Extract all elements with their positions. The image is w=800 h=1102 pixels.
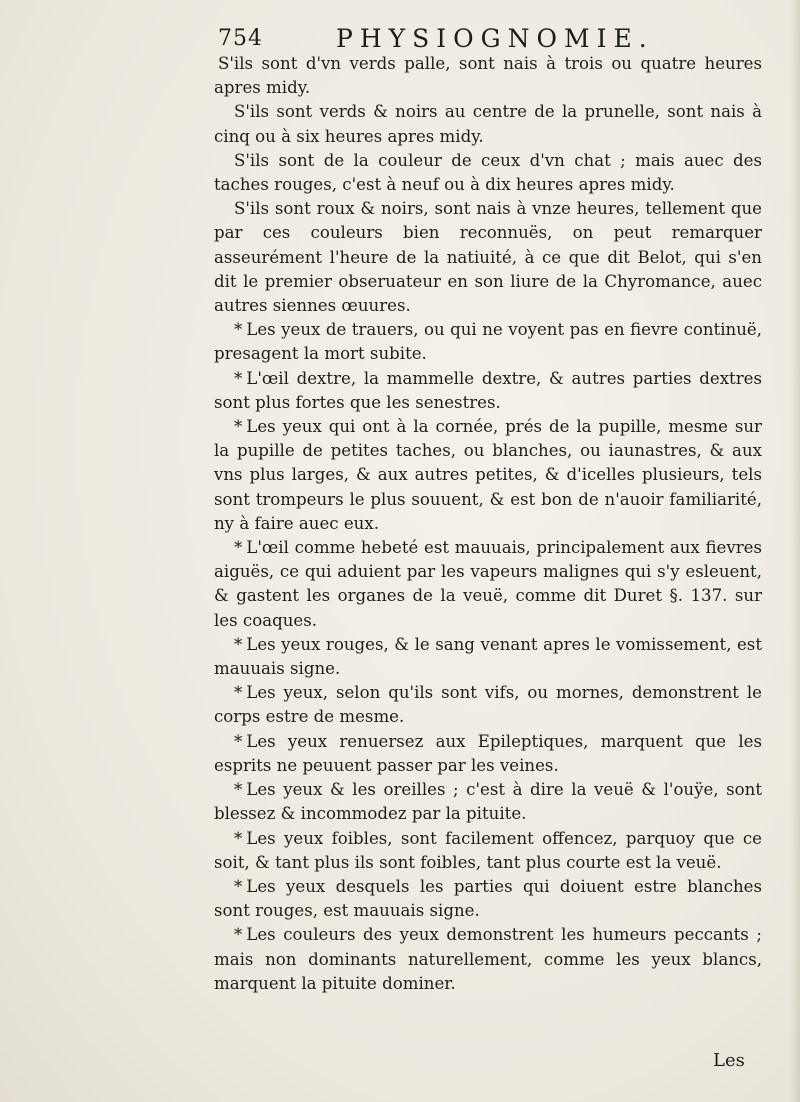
paragraph-marker: * xyxy=(234,876,243,896)
paragraph-text: L'œil comme hebeté est mauuais, principalement aux fievres aiguës, ce qui aduient par les vapeurs malignes qui s'y esleuent, & gastent les organes de la veuë, comme dit Duret §. 137. sur les coaques. xyxy=(214,538,762,630)
paragraph-marker: * xyxy=(234,538,243,558)
paragraph xyxy=(214,875,762,923)
paragraph xyxy=(214,633,762,681)
paragraph-marker: * xyxy=(234,683,243,703)
paragraph-marker: * xyxy=(234,731,243,751)
paragraph xyxy=(214,149,762,197)
body-text xyxy=(214,52,762,996)
paragraph xyxy=(214,827,762,875)
paragraph-marker: * xyxy=(234,780,243,800)
paragraph xyxy=(214,536,762,633)
paragraph-text: Les yeux rouges, & le sang venant apres le vomissement, est mauuais signe. xyxy=(214,634,762,679)
paragraph xyxy=(214,197,762,318)
paragraph xyxy=(214,367,762,415)
paragraph-marker: * xyxy=(234,320,243,340)
paragraph xyxy=(214,730,762,778)
catchword: Les xyxy=(713,1050,745,1071)
paragraph-text: S'ils sont roux & noirs, sont nais à vnze heures, tellement que par ces couleurs bien reconnuës, on peut remarquer asseurément l'heure de la natiuité, à ce que dit Belot, qui s'en dit le premier obseruateur en son liure de la Chyromance, auec autres siennes œuures. xyxy=(214,199,762,316)
paragraph-text: L'œil dextre, la mammelle dextre, & autres parties dextres sont plus fortes que les senestres. xyxy=(214,368,762,412)
paragraph-marker: * xyxy=(234,828,243,848)
page-number: 754 xyxy=(218,26,263,51)
paragraph xyxy=(214,52,762,100)
paragraph-text: Les yeux qui ont à la cornée, prés de la pupille, mesme sur la pupille de petites taches, ou blanches, ou iaunastres, & aux vns plus larges, & aux autres petites, & d'icelles plusieurs, tels sont trompeurs le plus souuent, & est bon de n'auoir familiarité, ny à faire auec eux. xyxy=(214,417,762,533)
paragraph-text: S'ils sont d'vn verds palle, sont nais à trois ou quatre heures apres midy. xyxy=(214,54,762,98)
paragraph xyxy=(214,100,762,148)
paragraph xyxy=(214,923,762,996)
paragraph-text: Les yeux foibles, sont facilement offencez, parquoy que ce soit, & tant plus ils sont foibles, tant plus courte est la veuë. xyxy=(214,828,762,872)
paragraph-marker: * xyxy=(234,634,243,654)
paragraph-marker: * xyxy=(234,925,243,945)
paragraph-marker: * xyxy=(234,417,243,437)
paragraph xyxy=(214,415,762,536)
paragraph-text: Les yeux desquels les parties qui doiuent estre blanches sont rouges, est mauuais signe. xyxy=(214,876,762,921)
paragraph-text: Les yeux de trauers, ou qui ne voyent pas en fievre continuë, presagent la mort subite. xyxy=(214,320,762,364)
paragraph-text: Les yeux renuersez aux Epileptiques, marquent que les esprits ne peuuent passer par les veines. xyxy=(214,731,762,775)
paragraph xyxy=(214,681,762,729)
paragraph-text: S'ils sont verds & noirs au centre de la prunelle, sont nais à cinq ou à six heures apres midy. xyxy=(214,102,762,146)
paragraph xyxy=(214,318,762,366)
paragraph-text: Les couleurs des yeux demonstrent les humeurs peccants ; mais non dominants naturellement, comme les yeux blancs, marquent la pituite dominer. xyxy=(214,925,762,993)
paragraph-text: Les yeux & les oreilles ; c'est à dire la veuë & l'ouÿe, sont blessez & incommodez par la pituite. xyxy=(214,780,762,824)
page-edge-shadow xyxy=(790,0,800,1102)
paragraph-marker: * xyxy=(234,368,243,388)
running-title: PHYSIOGNOMIE. xyxy=(336,24,654,53)
paragraph-text: Les yeux, selon qu'ils sont vifs, ou mornes, demonstrent le corps estre de mesme. xyxy=(214,683,762,727)
paragraph xyxy=(214,778,762,826)
paragraph-text: S'ils sont de la couleur de ceux d'vn chat ; mais auec des taches rouges, c'est à neuf ou à dix heures apres midy. xyxy=(214,150,762,195)
